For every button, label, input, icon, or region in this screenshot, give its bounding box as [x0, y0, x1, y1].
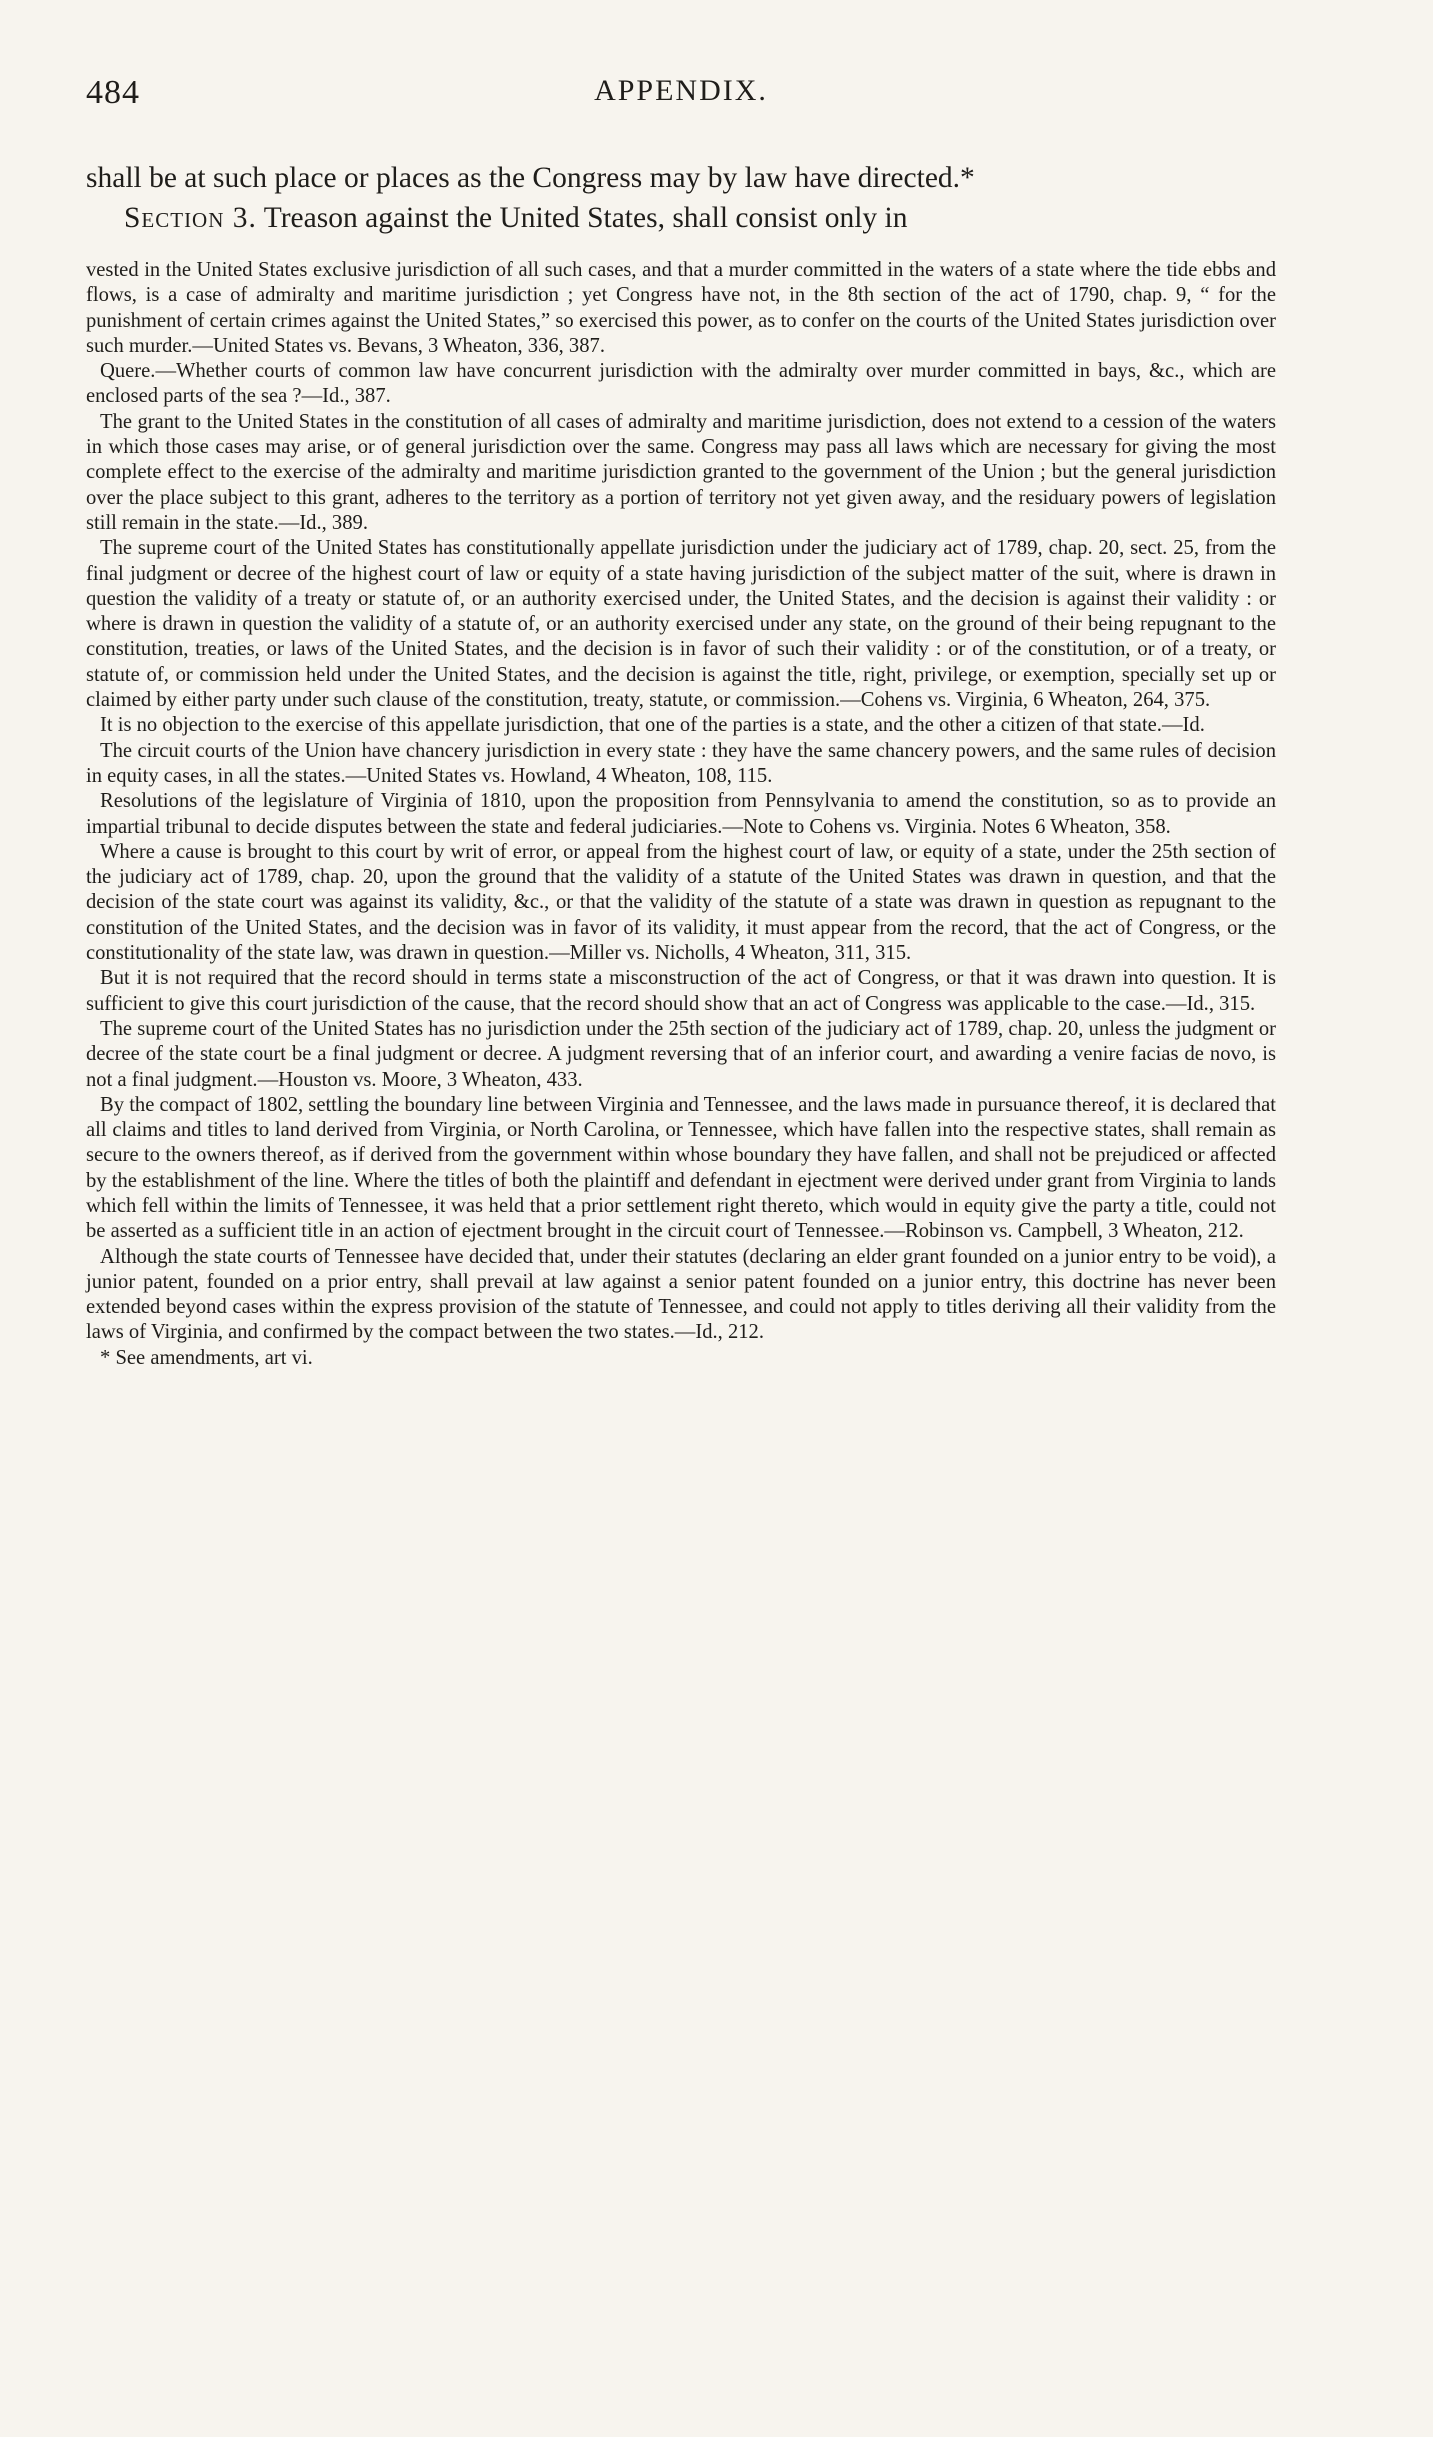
page-header	[86, 74, 1276, 122]
note-paragraph: Quere.—Whether courts of common law have concurrent jurisdiction with the admiralty over murder committed in bays, &c., which are enclosed parts of the sea ?—Id., 387.	[86, 360, 1276, 408]
note-paragraph: Although the state courts of Tennessee have decided that, under their statutes (declaring an elder grant founded on a junior entry to be void), a junior patent, founded on a prior entry, shall prevail at law against a senior patent founded on a junior entry, this doctrine has never been extended beyond cases within the express provision of the statute of Tennessee, and could not apply to titles deriving all their validity from the laws of Virginia, and confirmed by the compact between the two states.—Id., 212.	[86, 1245, 1276, 1344]
section-paragraph	[86, 198, 1276, 238]
note-paragraph: Resolutions of the legislature of Virginia of 1810, upon the proposition from Pennsylvania to amend the constitution, so as to provide an impartial tribunal to decide disputes between the state and federal judiciaries.—Note to Cohens vs. Virginia. Notes 6 Wheaton, 358.	[86, 790, 1276, 838]
note-paragraph: It is no objection to the exercise of this appellate jurisdiction, that one of the parties is a state, and the other a citizen of that state.—Id.	[100, 714, 1205, 737]
note-paragraph: By the compact of 1802, settling the boundary line between Virginia and Tennessee, and the laws made in pursuance thereof, it is declared that all claims and titles to land derived from Virginia, or North Carolina, or Tennessee, which have fallen into the respective states, shall remain as secure to the owners thereof, as if derived from the government within whose boundary they have fallen, and shall not be prejudiced or affected by the establishment of the line. Where the titles of both the plaintiff and defendant in ejectment were derived under grant from Virginia to lands which fell within the limits of Tennessee, it was held that a prior settlement right thereto, which would in equity give the party a title, could not be asserted as a sufficient title in an action of ejectment brought in the circuit court of Tennessee.—Robinson vs. Campbell, 3 Wheaton, 212.	[86, 1093, 1276, 1243]
running-head: APPENDIX.	[594, 74, 768, 107]
note-paragraph: But it is not required that the record should in terms state a misconstruction of the act of Congress, or that it was drawn into question. It is sufficient to give this court jurisdiction of the cause, that the record should show that an act of Congress was applicable to the case.—Id., 315.	[86, 967, 1276, 1015]
note-paragraph: The grant to the United States in the constitution of all cases of admiralty and maritime jurisdiction, does not extend to a cession of the waters in which those cases may arise, or of general jurisdiction over the same. Congress may pass all laws which are necessary for giving the most complete effect to the exercise of the admiralty and maritime jurisdiction granted to the government of the Union ; but the general jurisdiction over the place subject to this grant, adheres to the territory as a portion of territory not yet given away, and the residuary powers of legislation still remain in the state.—Id., 389.	[86, 410, 1276, 534]
note-paragraph: Where a cause is brought to this court by writ of error, or appeal from the highest court of law, or equity of a state, under the 25th section of the judiciary act of 1789, chap. 20, upon the ground that the validity of a statute of the United States was drawn in question, and that the decision of the state court was against its validity, &c., or that the validity of the statute of a state was drawn in question as repugnant to the constitution of the United States, and the decision was in favor of its validity, it must appear from the record, that the act of Congress, or the constitutionality of the state law, was drawn in question.—Miller vs. Nicholls, 4 Wheaton, 311, 315.	[86, 840, 1276, 965]
note-paragraph: vested in the United States exclusive jurisdiction of all such cases, and that a murder committed in the waters of a state where the tide ebbs and flows, is a case of admiralty and maritime jurisdiction ; yet Congress have not, in the 8th section of the act of 1790, chap. 9, “ for the punishment of certain crimes against the United States,” so exercised this power, as to confer on the courts of the United States jurisdiction over such murder.—United States vs. Bevans, 3 Wheaton, 336, 387.	[86, 259, 1276, 357]
page-number: 484	[86, 74, 140, 111]
note-paragraph: The supreme court of the United States has constitutionally appellate jurisdiction under the judiciary act of 1789, chap. 20, sect. 25, from the final judgment or decree of the highest court of law or equity of a state having jurisdiction of the subject matter of the suit, where is drawn in question the validity of a treaty or statute of, or an authority exercised under, the United States, and the decision is against their validity : or where is drawn in question the validity of a statute of, or an authority exercised under any state, on the ground of their being repugnant to the constitution, treaties, or laws of the United States, and the decision is in favor of such their validity : or of the constitution, or of a treaty, or statute of, or commission held under the United States, and the decision is against the title, right, privilege, or exemption, specially set up or claimed by either party under such clause of the constitution, treaty, statute, or commission.—Cohens vs. Virginia, 6 Wheaton, 264, 375.	[86, 537, 1276, 712]
section-text: Treason against the United States, shall consist only in	[256, 202, 908, 234]
section-label: Section 3.	[124, 202, 257, 234]
note-paragraph: The circuit courts of the Union have chancery jurisdiction in every state : they have the same chancery powers, and the same rules of decision in equity cases, in all the states.—United States vs. Howland, 4 Wheaton, 108, 115.	[86, 739, 1276, 787]
note-paragraph: The supreme court of the United States has no jurisdiction under the 25th section of the judiciary act of 1789, chap. 20, unless the judgment or decree of the state court be a final judgment or decree. A judgment reversing that of an inferior court, and awarding a venire facias de novo, is not a final judgment.—Houston vs. Moore, 3 Wheaton, 433.	[86, 1017, 1276, 1091]
notes-block	[86, 258, 1276, 1371]
main-text	[86, 158, 1276, 238]
main-paragraph: shall be at such place or places as the Congress may by law have directed.*	[86, 162, 975, 194]
document-page	[86, 74, 1276, 1371]
footnote: * See amendments, art vi.	[100, 1346, 313, 1369]
